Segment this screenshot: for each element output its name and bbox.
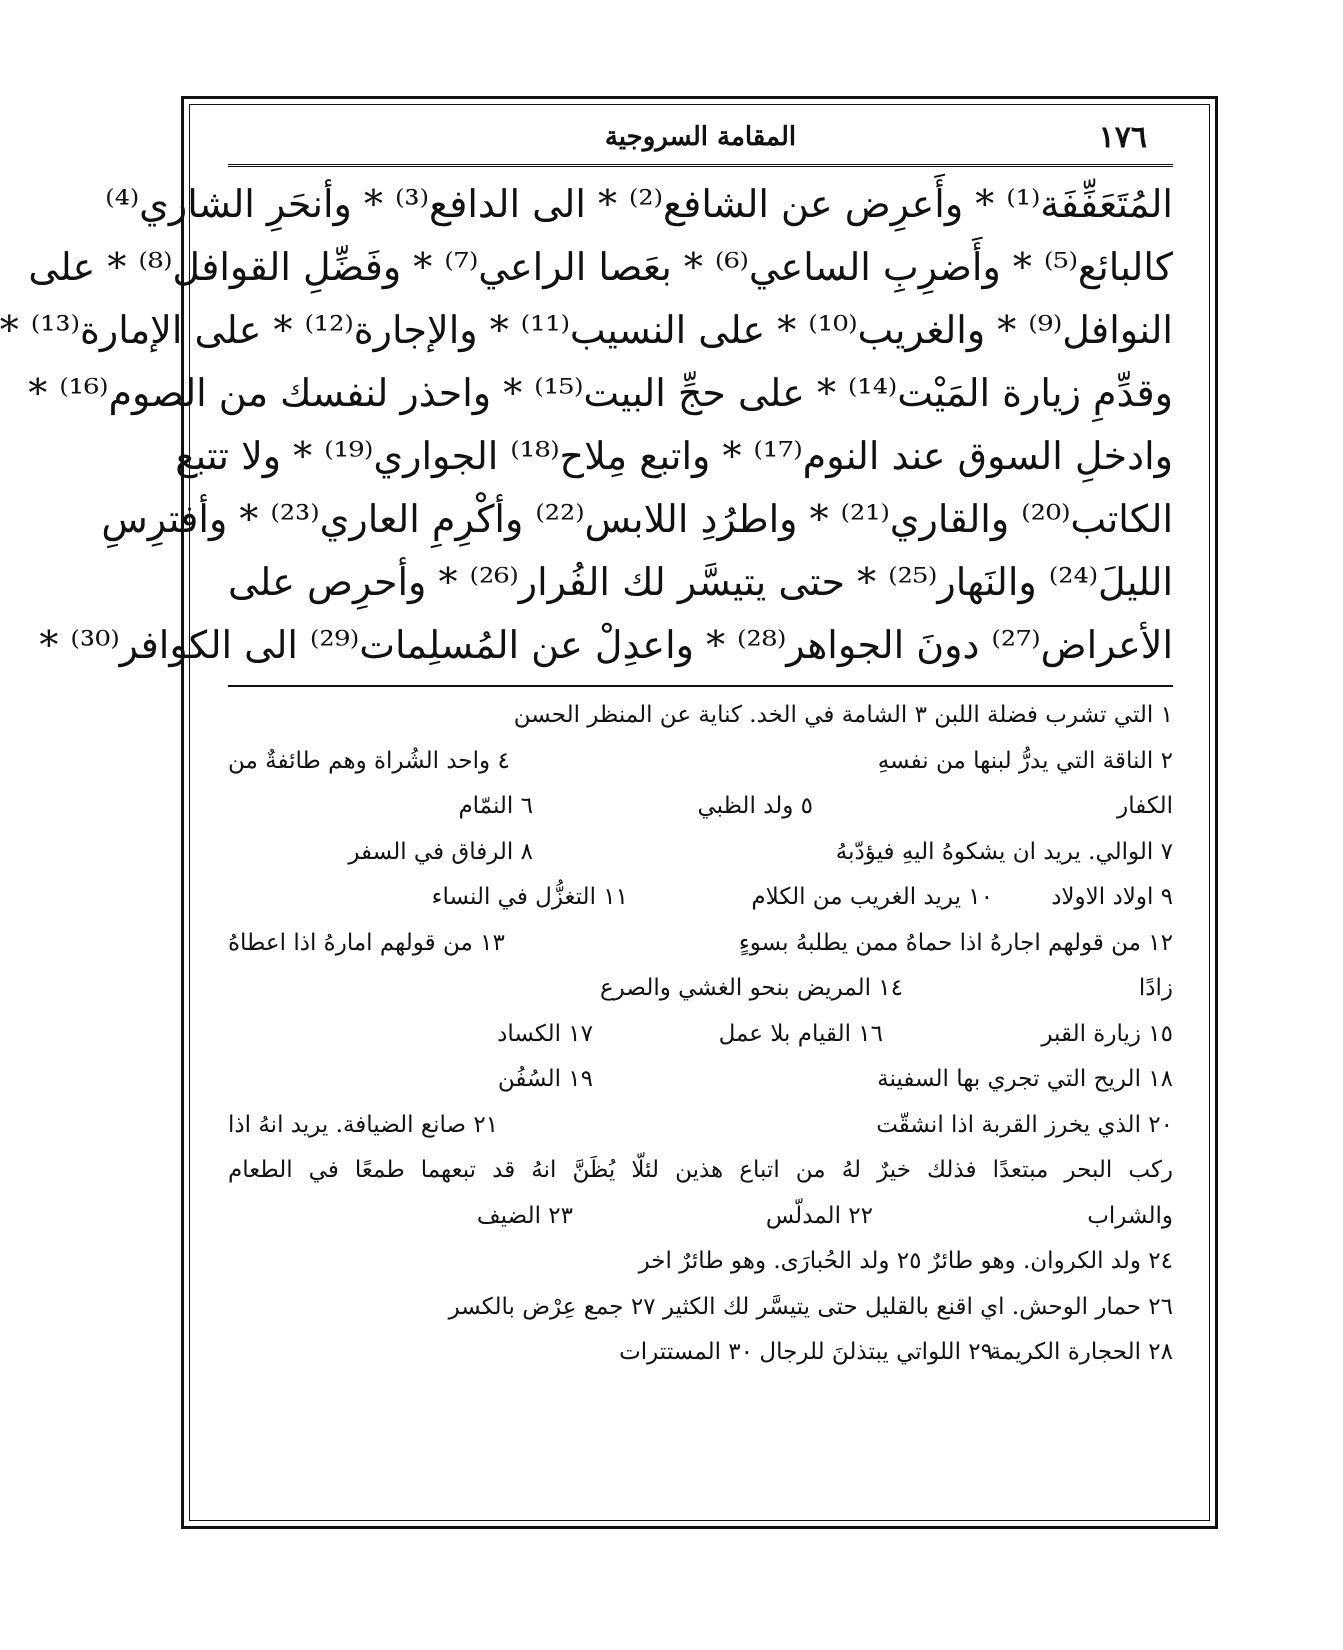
footnote: ٢٦ حمار الوحش. اي اقنع بالقليل حتى يتيسَّر لك الكثير ٢٧ جمع عِرْض بالكسر (448, 1293, 1173, 1320)
footnote: ركب البحر مبتعدًا فذلك خيرٌ لهُ من اتباع هذين لئلّا يُظَنَّ انهُ قد تبعهما طمعًا في الطعام (228, 1157, 1173, 1183)
footnote: ١٥ زيارة القبر (1041, 1020, 1173, 1047)
footnote: ١٤ المريض بنحو الغشي والصرع (599, 975, 903, 1001)
footnote: والشراب (1087, 1202, 1173, 1229)
main-text (0, 173, 1173, 677)
footnote-line (228, 875, 1173, 921)
footnote: ١١ التغزُّل في النساء (431, 884, 628, 910)
footnote: ١ التي تشرب فضلة اللبن ٣ الشامة في الخد. كناية عن المنظر الحسن (513, 702, 1173, 728)
footnote: الكفار (1117, 793, 1173, 819)
footnote: ٧ الوالي. يريد ان يشكوهُ اليهِ فيؤدّبهُ (835, 838, 1173, 865)
page-title: المقامة السروجية (604, 122, 797, 152)
footnote-line (228, 1330, 1173, 1376)
footnote: ١٢ من قولهم اجارهُ اذا حماهُ ممن يطلبهُ بسوءٍ (738, 929, 1173, 956)
footnote-line (228, 966, 1173, 1012)
footnote-line (228, 1239, 1173, 1285)
footnote-line (228, 1194, 1173, 1240)
footnote-rule (228, 685, 1173, 687)
footnote: ٢١ صانع الضيافة. يريد انهُ اذا (228, 1111, 499, 1138)
footnote: ١٣ من قولهم امارهُ اذا اعطاهُ (228, 929, 505, 956)
footnote: ٢٤ ولد الكروان. وهو طائرٌ ٢٥ ولد الحُبارَى. وهو طائرٌ اخر (638, 1248, 1173, 1274)
footnote-line (228, 1057, 1173, 1103)
footnote: زادًا (1138, 975, 1173, 1001)
footnote-line (228, 693, 1173, 739)
footnote: ١٠ يريد الغريب من الكلام (751, 884, 993, 910)
main-text-line: وادخلِ السوق عند النوم⁽¹⁷⁾ * واتبع مِلاح⁽¹⁸⁾ الجواري⁽¹⁹⁾ * ولا تتبع (175, 434, 1173, 478)
footnote: ٥ ولد الظبي (697, 793, 813, 819)
footnote-line (228, 1012, 1173, 1058)
footnote: ٣٠ المستترات (619, 1339, 753, 1365)
main-text-line: الكاتب⁽²⁰⁾ والقاري⁽²¹⁾ * واطرُدِ اللابس⁽²²⁾ وأكْرِمِ العاري⁽²³⁾ * وأفترِسِ (101, 497, 1173, 541)
footnote: ٢٠ الذي يخرز القربة اذا انشقّت (876, 1111, 1173, 1138)
footnote-line (228, 830, 1173, 876)
footnote: ١٨ الريح التي تجري بها السفينة (877, 1066, 1173, 1092)
footnote: ٦ النمّام (458, 793, 533, 819)
footnote: ٢ الناقة التي يدرُّ لبنها من نفسهِ (877, 747, 1173, 774)
main-text-line: الليلَ⁽²⁴⁾ والنَهار⁽²⁵⁾ * حتى يتيسَّر لك الفُرار⁽²⁶⁾ * وأحرِص على (228, 560, 1173, 604)
footnote: ٢٢ المدلّس (765, 1202, 873, 1229)
footnote: ١٧ الكساد (497, 1020, 593, 1047)
footnote: ٩ اولاد الاولاد (1051, 884, 1173, 910)
page-header (228, 112, 1173, 156)
book-page (0, 112, 1173, 1512)
footnote: ١٦ القيام بلا عمل (718, 1020, 883, 1047)
header-rule (228, 164, 1173, 167)
footnote: ٢٨ الحجارة الكريمة (989, 1339, 1173, 1365)
footnote-line (228, 1103, 1173, 1149)
footnote: ١٩ السُفُن (497, 1066, 593, 1092)
main-text-line: الأعراض⁽²⁷⁾ دونَ الجواهر⁽²⁸⁾ * واعدِلْ عن المُسلِمات⁽²⁹⁾ الى الكوافر⁽³⁰⁾ * (39, 623, 1173, 667)
main-text-line: وقدِّمِ زيارة المَيْت⁽¹⁴⁾ * على حجِّ البيت⁽¹⁵⁾ * واحذر لنفسك من الصوم⁽¹⁶⁾ * (28, 371, 1173, 415)
footnote: ٤ واحد الشُراة وهم طائفةٌ من (228, 747, 510, 774)
main-text-line: كالبائع⁽⁵⁾ * وأَضرِبِ الساعي⁽⁶⁾ * بعَصا الراعي⁽⁷⁾ * وفَضِّلِ القوافل⁽⁸⁾ * على (28, 245, 1173, 289)
footnote: ٨ الرفاق في السفر (348, 838, 533, 865)
page-number: ١٧٦ (1098, 120, 1147, 155)
footnote-line (228, 739, 1173, 785)
footnote-line (228, 784, 1173, 830)
footnotes (228, 693, 1173, 1376)
footnote: ٢٣ الضيف (476, 1202, 573, 1229)
footnote-line (228, 1285, 1173, 1331)
footnote: ٢٩ اللواتي يبتذلنَ للرجال (759, 1339, 993, 1365)
main-text-line: النوافل⁽⁹⁾ * والغريب⁽¹⁰⁾ * على النسيب⁽¹¹⁾ * والإجارة⁽¹²⁾ * على الإمارة⁽¹³⁾ * (0, 308, 1173, 352)
footnote-line (228, 1148, 1173, 1194)
footnote-line (228, 921, 1173, 967)
main-text-line: المُتَعَفِّفَة⁽¹⁾ * وأَعرِض عن الشافع⁽²⁾ * الى الدافع⁽³⁾ * وأنحَرِ الشاري⁽⁴⁾ (105, 182, 1173, 226)
